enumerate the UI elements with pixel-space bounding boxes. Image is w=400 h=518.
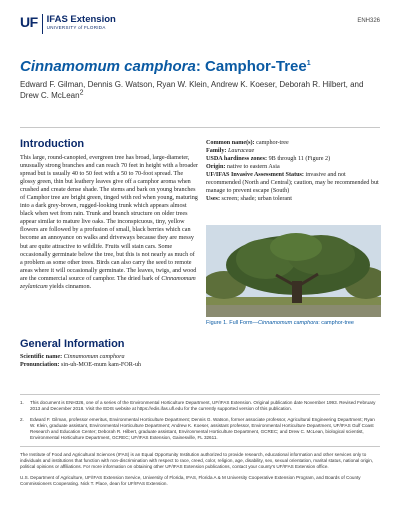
footnote-1-text: This document is ENH326, one of a series of the Environmental Horticulture Department, UF/IFAS Extension. Original publication date November 1993. Revised February 2013 and December 2018. Visit the EDIS website at https://edis.ifas.ufl.edu for the currently supported version of this publication.: [30, 400, 376, 412]
cinnamon-scientific-name: Cinnamomum zeylanicum: [20, 275, 196, 290]
document-id: ENH326: [357, 18, 380, 24]
caption-suffix: : camphor-tree: [318, 320, 354, 326]
scientific-name-value: Cinnamomum camphora: [63, 354, 125, 360]
invasive-row: [206, 171, 382, 195]
scientific-name-row: [20, 353, 198, 361]
introduction-body: [20, 154, 198, 291]
introduction-tail: yields cinnamon.: [47, 283, 92, 290]
authors-footnote-ref[interactable]: 2: [79, 88, 84, 96]
page-header: [20, 12, 380, 42]
family-row: [206, 147, 382, 155]
hardiness-label: USDA hardiness zones:: [206, 156, 268, 163]
caption-scientific-name: Cinnamomum camphora: [257, 320, 319, 326]
species-info: [206, 139, 382, 203]
hardiness-value: 9B through 11 (Figure 2): [267, 156, 331, 163]
uses-value: screen; shade; urban tolerant: [219, 196, 292, 203]
header-divider: [20, 127, 380, 128]
family-value: Lauraceae: [228, 148, 255, 155]
invasive-value: invasive and not recommended (North and Central); caution, may be recommended but manage to prevent escape (South): [206, 172, 379, 195]
logo-uf: UF: [20, 14, 38, 30]
uf-ifas-logo: [20, 14, 116, 34]
pronunciation-row: [20, 361, 198, 369]
title-scientific-name: Cinnamomum camphora: [20, 58, 196, 75]
logo-ifas-text: IFAS Extension: [46, 14, 116, 25]
common-name-value: camphor-tree: [254, 140, 289, 146]
common-name-label: Common name(s):: [206, 140, 255, 146]
footnote-divider-2: [20, 446, 380, 447]
footnote-1-number: 1.: [20, 400, 24, 405]
footnote-1: [20, 400, 380, 413]
title-block: [20, 58, 380, 101]
footnote-2-number: 2.: [20, 416, 24, 422]
caption-prefix: Figure 1. Full Form—: [206, 320, 258, 326]
origin-row: [206, 163, 382, 171]
introduction-paragraph: This large, round-canopied, evergreen tree has broad, large-diameter, unusually strong branches and can reach 70 feet in height with a broader spread but is usually 40 to 50 feet with a 50 to 70-foot spread. The glossy green, thin but leathery leaves give off a camphor aroma when crushed and create dense shade. The stems and bark on young branches of Camphor tree are bright green, tinged with red when young, maturing into a dark grey-brown, rugged-looking trunk which appears almost black when wet from rain. Trunk and branch structure on older trees appear similar to mature live oaks. The inconspicuous, tiny, yellow flowers are followed by a profusion of small, black berries which can become an annoyance on walks and driveways because they are messy but are quite attractive to wildlife. Fruits will stain cars. Some occasionally germinate below the tree, but this is not nearly as much of a problem as some other trees. Birds can also carry the seed to remote areas where it will occasionally germinate. The leaves, twigs, and wood are the commercial source of camphor. The dried bark of: [20, 155, 199, 282]
authors-text: Edward F. Gilman, Dennis G. Watson, Ryan W. Klein, Andrew K. Koeser, Deborah R. Hilbert, and Drew C. McLean: [20, 80, 364, 100]
origin-value: native to eastern Asia: [225, 164, 280, 171]
camphor-tree-photo: [206, 225, 381, 317]
tree-illustration: [206, 225, 381, 317]
logo-separator: [42, 14, 43, 34]
footnote-2: [20, 417, 380, 442]
footnote-divider: [20, 394, 380, 395]
common-name-row: [206, 139, 382, 147]
footnote-2-text: Edward F. Gilman, professor emeritus, Environmental Horticulture Department; Dennis G. Watson, former associate professor, Agricultural Engineering Department; Ryan W. Klein, graduate assistant, Environmental Horticulture Department; Andrew K. Koeser, assistant professor, Environmental Horticulture Department, UF/IFAS Gulf Coast Research and Education Center; Deborah R. Hilbert, graduate assistant, Environmental Horticulture Department, GCREC; and Drew C. McLean, biological scientist, Environmental Horticulture Department, GCREC; UF/IFAS Extension, Gainesville, FL 32611.: [30, 416, 375, 441]
hardiness-row: [206, 155, 382, 163]
title-common-name: : Camphor-Tree: [195, 58, 307, 75]
logo-university-text: UNIVERSITY of FLORIDA: [46, 25, 106, 30]
title-footnote-ref[interactable]: 1: [306, 60, 311, 67]
origin-label: Origin:: [206, 164, 226, 171]
invasive-label: UF/IFAS Invasive Assessment Status:: [206, 172, 304, 179]
uses-row: [206, 195, 382, 203]
usda-statement: U.S. Department of Agriculture, UF/IFAS Extension Service, University of Florida, IFAS, Florida A & M University Cooperative Extension Program, and Boards of County Commissioners Cooperating. Nick T. Place, dean for UF/IFAS Extension.: [20, 474, 361, 486]
general-information-heading: General Information: [20, 338, 125, 350]
general-information-body: [20, 353, 198, 369]
introduction-heading: Introduction: [20, 138, 85, 150]
family-label: Family:: [206, 148, 227, 155]
uses-label: Uses:: [206, 196, 220, 203]
pronunciation-label: Pronunciation:: [20, 362, 60, 369]
footnotes: [20, 392, 380, 491]
page-title: [20, 58, 380, 76]
equal-opportunity-statement: The Institute of Food and Agricultural Sciences (IFAS) is an Equal Opportunity Institution authorized to provide research, educational information and other services only to individuals and institutions that function with non-discrimination with respect to race, creed, color, religion, age, disability, sex, sexual orientation, marital status, national origin, political opinions or affiliations. For more information on obtaining other UF/IFAS Extension publications, contact your county's UF/IFAS Extension office.: [20, 451, 374, 470]
pronunciation-value: sin-uh-MOE-mum kam-FOR-uh: [59, 362, 141, 369]
scientific-name-label: Scientific name:: [20, 354, 63, 360]
author-list: [20, 80, 380, 101]
figure-caption: [206, 320, 382, 326]
